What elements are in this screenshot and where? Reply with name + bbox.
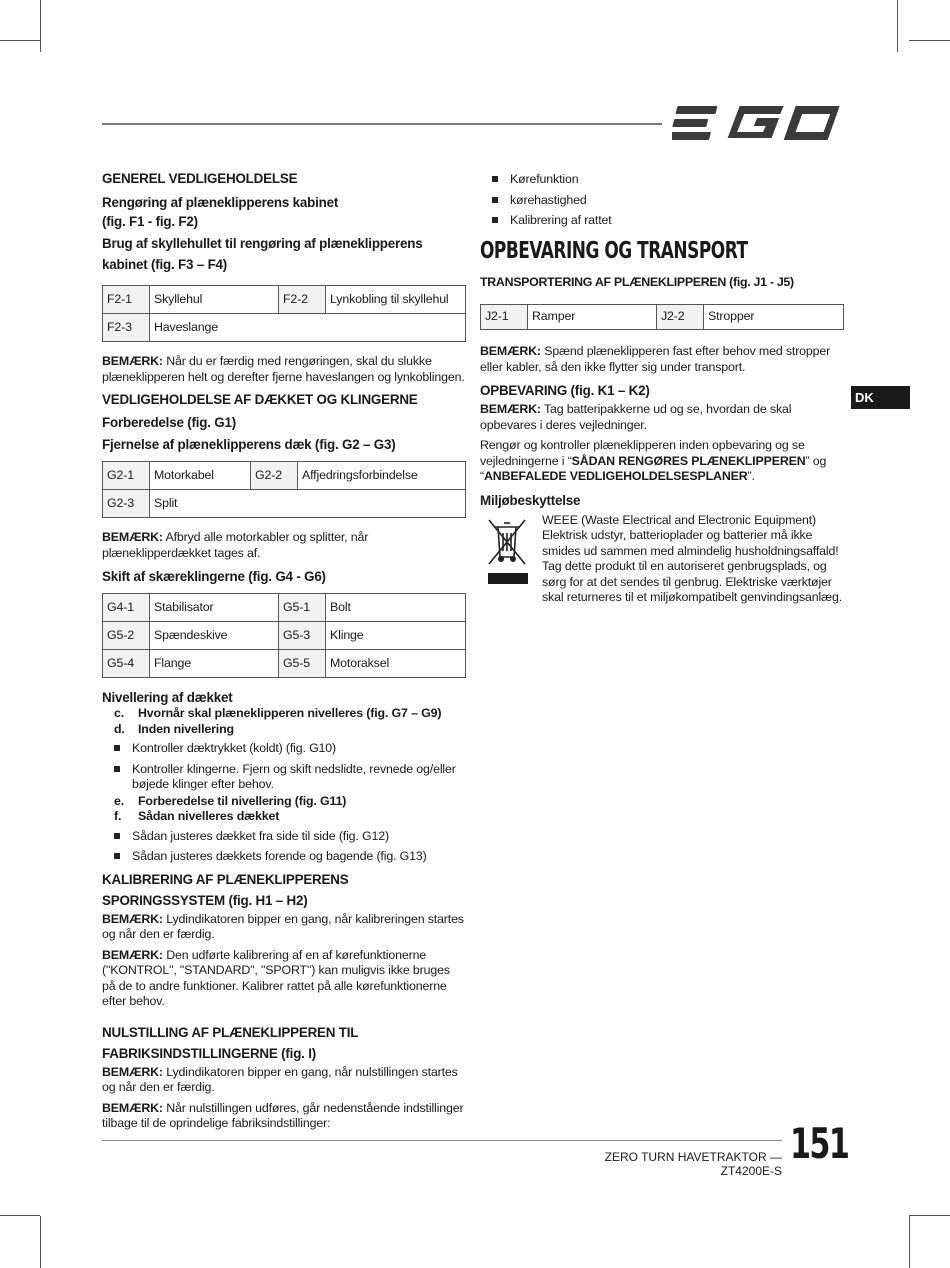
- table-cell: G2-3: [103, 490, 150, 518]
- table-j: [480, 304, 844, 330]
- crop-mark: [909, 1215, 950, 1216]
- table-cell: Spændeskive: [150, 622, 279, 650]
- heading-remove: Fjernelse af plæneklipperens dæk (fig. G2 – G3): [102, 437, 396, 452]
- table-row: [103, 314, 466, 342]
- heading-environment: Miljøbeskyttelse: [480, 492, 581, 508]
- heading-general: GENEREL VEDLIGEHOLDELSE: [102, 171, 298, 186]
- table-cell: Motorkabel: [150, 462, 251, 490]
- note-2: [102, 530, 466, 561]
- weee-text: WEEE (Waste Electrical and Electronic Equipment) Elektrisk udstyr, batterioplader og batterier må ikke smides ud sammen med almindelig husholdningsaffald! Tag dette produkt til en autoriseret genbrugsplads, og sørg for at det sendes til genbrug. Elektriske værktøjer skal returneres til et miljøkompatibelt genvindingsanlæg.: [542, 512, 842, 604]
- enum-item: e. Forberedelse til nivellering (fig. G11): [114, 793, 347, 808]
- heading-prep: Forberedelse (fig. G1): [102, 415, 236, 430]
- table-row: [103, 594, 466, 622]
- weee-block: [480, 513, 844, 606]
- note-text: Lydindikatoren bipper en gang, når nulstillingen startes og når den er færdig.: [102, 1064, 458, 1094]
- table-cell: F2-1: [103, 286, 150, 314]
- weee-bin-icon: [484, 515, 530, 587]
- table-cell: Motoraksel: [326, 650, 466, 678]
- note-label: BEMÆRK:: [102, 911, 163, 926]
- note-storage: [480, 402, 844, 433]
- table-g4: [102, 593, 466, 678]
- list-item: Sådan justeres dækkets forende og bagende (fig. G13): [102, 849, 466, 865]
- heading-cabinet: Rengøring af plæneklipperens kabinet (fig. F1 - fig. F2): [102, 195, 339, 229]
- language-tab: DK: [851, 386, 910, 409]
- heading-flush: Brug af skyllehullet til rengøring af plæneklipperens kabinet (fig. F3 – F4): [102, 236, 423, 272]
- list-item: Kørefunktion: [480, 172, 844, 188]
- note-text: Den udførte kalibrering af en af kørefunktionerne ("KONTROL", "STANDARD", "SPORT") kan muligvis ikke bruges på de to andre funktioner. Kalibrer rattet på alle kørefunktionerne efter behov.: [102, 947, 450, 1008]
- note-1: [102, 354, 466, 385]
- footer-rule: [102, 1140, 782, 1141]
- clean-paragraph: Rengør og kontroller plæneklipperen inden opbevaring og se vejledningerne i “SÅDAN RENGØRES PLÆNEKLIPPEREN” og “ANBEFALEDE VEDLIGEHOLDELSESPLANER”.: [480, 438, 827, 483]
- heading-blades: Skift af skæreklingerne (fig. G4 - G6): [102, 569, 326, 584]
- table-row: [481, 305, 844, 330]
- enum-item: c. Hvornår skal plæneklipperen nivelleres (fig. G7 – G9): [114, 706, 442, 720]
- crop-mark: [40, 0, 41, 52]
- note-label: BEMÆRK:: [102, 1064, 163, 1079]
- crop-mark: [0, 40, 40, 41]
- table-cell: G2-1: [103, 462, 150, 490]
- crop-mark: [40, 1216, 41, 1268]
- right-column: [480, 172, 844, 606]
- heading-storage: OPBEVARING (fig. K1 – K2): [480, 383, 650, 398]
- note-text: Lydindikatoren bipper en gang, når kalibreringen startes og når den er færdig.: [102, 911, 464, 941]
- ego-logo: [672, 104, 844, 142]
- heading-transport: TRANSPORTERING AF PLÆNEKLIPPEREN (fig. J1 - J5): [480, 274, 794, 289]
- table-cell: Stropper: [704, 305, 844, 330]
- header-rule: [102, 123, 662, 125]
- note-text: Når nulstillingen udføres, går nedenstående indstillinger tilbage til de oprindelige fabriksindstillinger:: [102, 1100, 464, 1130]
- note-label: BEMÆRK:: [480, 344, 541, 358]
- table-cell: Affjedringsforbindelse: [298, 462, 466, 490]
- table-cell: G2-2: [251, 462, 298, 490]
- table-cell: Klinge: [326, 622, 466, 650]
- enum-item: f. Sådan nivelleres dækket: [114, 809, 280, 823]
- table-cell: Split: [150, 490, 466, 518]
- table-cell: G5-1: [279, 594, 326, 622]
- table-row: [103, 462, 466, 490]
- note-label: BEMÆRK:: [102, 530, 163, 544]
- heading-reset: NULSTILLING AF PLÆNEKLIPPEREN TIL FABRIKSINDSTILLINGERNE (fig. I): [102, 1024, 359, 1061]
- table-cell: Lynkobling til skyllehul: [326, 286, 466, 314]
- table-cell: G5-5: [279, 650, 326, 678]
- list-item: Kontroller klingerne. Fjern og skift nedslidte, revnede og/eller bøjede klinger efter behov.: [102, 762, 466, 793]
- table-cell: G4-1: [103, 594, 150, 622]
- table-cell: J2-2: [657, 305, 704, 330]
- table-cell: G5-3: [279, 622, 326, 650]
- note-text: Spænd plæneklipperen fast efter behov med stropper eller kabler, så den ikke flytter sig under transport.: [480, 344, 831, 374]
- list-item: Kontroller dæktrykket (koldt) (fig. G10): [102, 741, 466, 757]
- note-3: [102, 912, 466, 943]
- note-label: BEMÆRK:: [102, 354, 163, 368]
- note-text: Når du er færdig med rengøringen, skal du slukke plæneklipperen helt og derefter fjerne haveslangen og lynkoblingen.: [102, 354, 465, 384]
- page-number: 151: [790, 1119, 849, 1168]
- table-cell: Bolt: [326, 594, 466, 622]
- heading-level: Nivellering af dækket: [102, 690, 233, 705]
- footer-title: ZERO TURN HAVETRAKTOR — ZT4200E-S: [604, 1150, 782, 1178]
- table-cell: Flange: [150, 650, 279, 678]
- note-text: Tag batteripakkerne ud og se, hvordan de skal opbevares i deres vejledninger.: [480, 402, 792, 432]
- table-cell: Stabilisator: [150, 594, 279, 622]
- note-5: [102, 1065, 466, 1096]
- note-label: BEMÆRK:: [102, 947, 163, 962]
- note-label: BEMÆRK:: [480, 402, 541, 416]
- crop-mark: [909, 40, 950, 41]
- table-row: [103, 286, 466, 314]
- crop-mark: [0, 1215, 40, 1216]
- table-cell: G5-2: [103, 622, 150, 650]
- list-item: Sådan justeres dækket fra side til side (fig. G12): [102, 829, 466, 845]
- note-text: Afbryd alle motorkabler og splitter, når plæneklipperdækket tages af.: [102, 530, 369, 560]
- crop-mark: [909, 1216, 910, 1268]
- table-row: [103, 650, 466, 678]
- left-column: [102, 170, 466, 1132]
- table-g2: [102, 461, 466, 518]
- table-cell: J2-1: [481, 305, 528, 330]
- table-cell: F2-3: [103, 314, 150, 342]
- heading-calibration: KALIBRERING AF PLÆNEKLIPPERENS SPORINGSSYSTEM (fig. H1 – H2): [102, 871, 349, 908]
- crop-mark: [897, 0, 898, 52]
- list-item: Kalibrering af rattet: [480, 213, 844, 229]
- table-f: [102, 285, 466, 342]
- heading-deck: VEDLIGEHOLDELSE AF DÆKKET OG KLINGERNE: [102, 392, 418, 407]
- table-cell: F2-2: [279, 286, 326, 314]
- note-4: [102, 948, 466, 1010]
- table-cell: Haveslange: [150, 314, 466, 342]
- list-item: kørehastighed: [480, 193, 844, 209]
- table-cell: Ramper: [528, 305, 657, 330]
- table-row: [103, 490, 466, 518]
- table-cell: G5-4: [103, 650, 150, 678]
- heading-storage-transport: OPBEVARING OG TRANSPORT: [480, 237, 748, 264]
- table-row: [103, 622, 466, 650]
- enum-item: d. Inden nivellering: [114, 721, 234, 736]
- note-label: BEMÆRK:: [102, 1100, 163, 1115]
- note-transport: [480, 344, 844, 375]
- table-cell: Skyllehul: [150, 286, 279, 314]
- note-6: [102, 1101, 466, 1132]
